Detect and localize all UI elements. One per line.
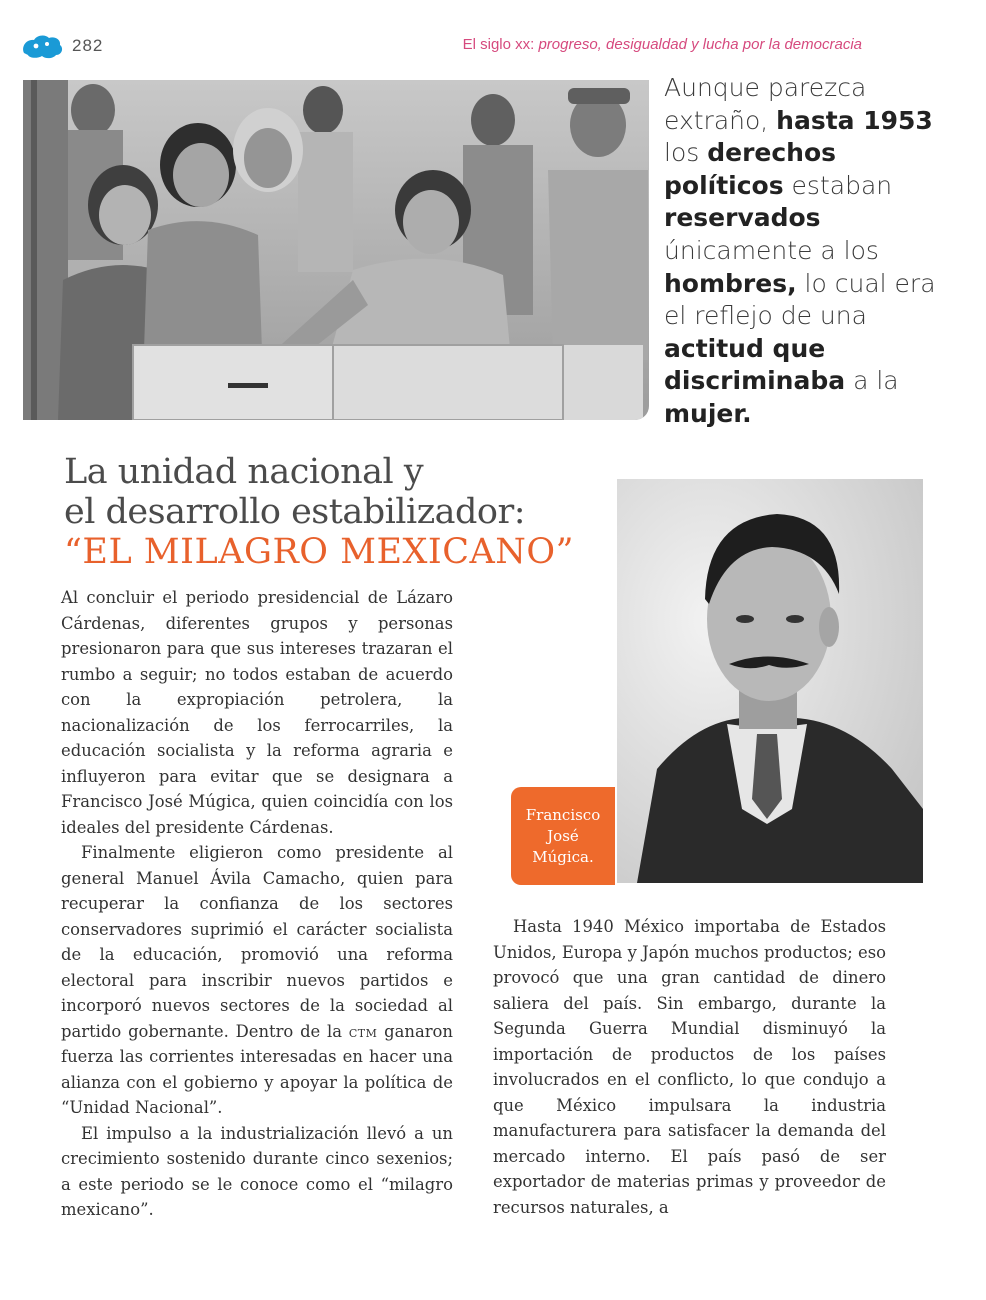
running-head (463, 36, 862, 53)
quote-emphasis: derechos políticos (664, 138, 837, 200)
paragraph: Hasta 1940 México importaba de Estados Unidos, Europa y Japón muchos productos; eso provocó que una gran cantidad de dinero saliera del país. Sin embargo, durante la Segunda Guerra Mundial disminuyó la importación de productos de los países involucrados en el conflicto, lo que condujo a que México impulsara la industria manufacturera para satisfacer la demanda del mercado interno. El país pasó de ser exportador de materias primas y proveedor de recursos naturales, a (493, 917, 886, 1217)
caption-line: José (547, 826, 579, 845)
section-title-line1: La unidad nacional y (64, 452, 424, 492)
blue-splash-icon (20, 33, 64, 59)
paragraph-text: ganaron fuerza las corrientes interesadas en hacer una alianza con el gobierno y apoyar la política de “Unidad Nacional”. (61, 1021, 453, 1117)
running-head-prefix: El siglo xx: (462, 36, 539, 53)
quote-text: estaban (783, 170, 893, 200)
caption-line: Francisco (525, 805, 601, 824)
section-title-line2: el desarrollo estabilizador: (64, 492, 525, 532)
section-title (64, 452, 644, 572)
quote-text: los (664, 138, 708, 168)
portrait-photo (617, 479, 923, 883)
quote-emphasis: mujer. (664, 398, 752, 428)
page-number: 282 (72, 36, 104, 55)
pull-quote (664, 72, 964, 431)
quote-text: Aunque parezca extraño, (664, 73, 867, 135)
paragraph-text: Finalmente eligieron como presidente al general Manuel Ávila Camacho, quien para recuperar la confianza de los sectores conservadores suprimió el carácter socialista de la educación, promovió una reforma electoral para inscribir nuevos partidos e incorporó nuevos sectores de la sociedad al partido gobernante. Dentro de la (61, 843, 453, 1041)
quote-emphasis: hasta 1953 (776, 105, 933, 135)
women-voting-photo (23, 80, 649, 420)
section-title-accent: “EL MILAGRO MEXICANO” (64, 532, 575, 572)
paragraph: Al concluir el periodo presidencial de Lázaro Cárdenas, diferentes grupos y personas presionaron para que sus intereses trazaran el rumbo a seguir; no todos estaban de acuerdo con la expropiación petrolera, la nacionalización de los ferrocarriles, la educación socialista y la reforma agraria e influyeron para evitar que se designara a Francisco José Múgica, quien coincidía con los ideales del presidente Cárdenas. (61, 588, 453, 837)
quote-emphasis: hombres, (664, 268, 797, 298)
running-head-italic: progreso, desigualdad y lucha por la democracia (538, 36, 862, 53)
paragraph: El impulso a la industrialización llevó a un crecimiento sostenido durante cinco sexenios; a este periodo se le conoce como el “milagro mexicano”. (61, 1123, 453, 1219)
quote-emphasis: reservados (664, 203, 821, 233)
body-text-right (493, 914, 886, 1220)
quote-text: únicamente a los (664, 235, 879, 265)
quote-text: lo cual era el reflejo de una (664, 268, 936, 331)
abbreviation-ctm: ctm (348, 1021, 378, 1041)
portrait-caption (511, 787, 615, 885)
quote-emphasis: actitud que discriminaba (664, 333, 846, 396)
caption-line: Múgica. (532, 847, 594, 866)
body-text-left (61, 585, 453, 1223)
paragraph (61, 840, 453, 1121)
quote-text: a la (845, 366, 899, 396)
